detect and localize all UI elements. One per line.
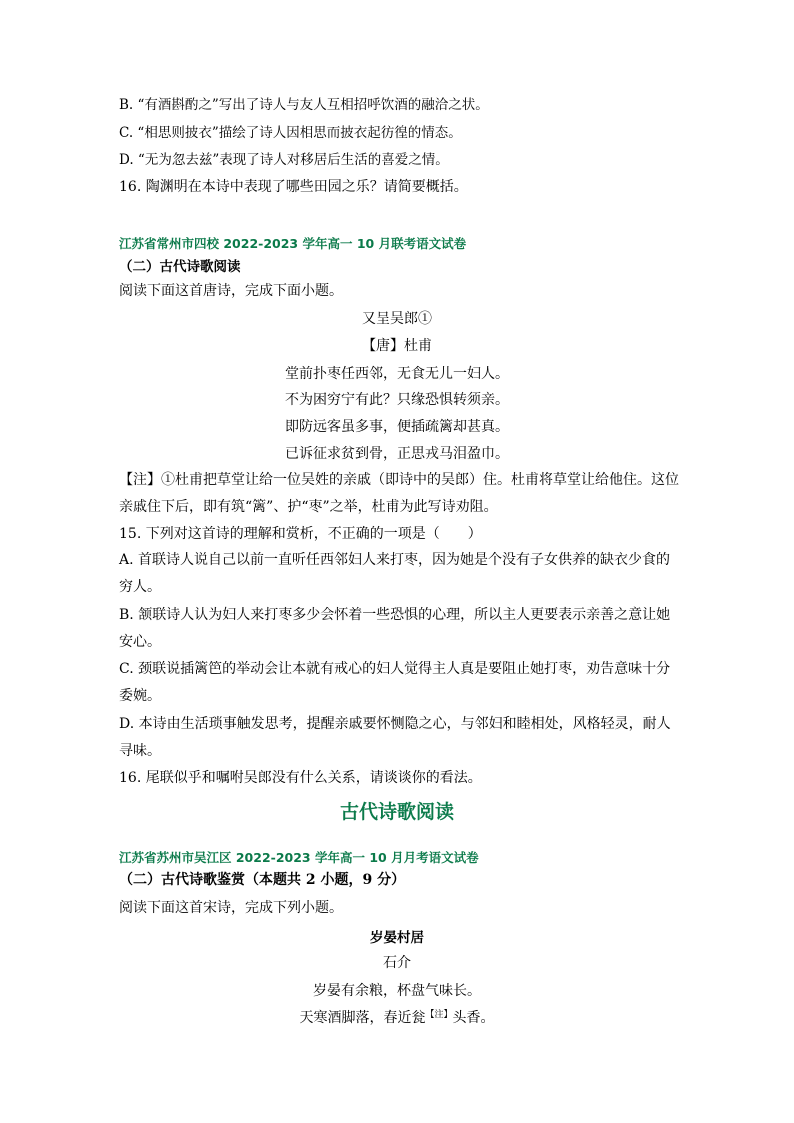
section-title: 古代诗歌阅读 — [339, 801, 454, 823]
footnote-marker: 【注】 — [425, 1010, 453, 1020]
option-b: B. 颔联诗人认为妇人来打枣多少会怀着一些恐惧的心理，所以主人更要表示亲善之意让她 — [119, 607, 671, 623]
instruction: 阅读下面这首唐诗，完成下面小题。 — [119, 283, 343, 299]
poem-author: 石介 — [383, 955, 411, 971]
option-c-cont: 委婉。 — [119, 688, 161, 704]
option-d-cont: 寻味。 — [119, 743, 161, 759]
question-16: 16. 尾联似乎和嘱咐吴郎没有什么关系，请谈谈你的看法。 — [119, 770, 482, 786]
option-c: C. “相思则披衣”描绘了诗人因相思而披衣起彷徨的情态。 — [119, 125, 462, 141]
note-line: 【注】①杜甫把草堂让给一位吴姓的亲戚（即诗中的吴郎）住。杜甫将草堂让给他住。这位 — [119, 472, 679, 488]
poem-title: 又呈吴郎① — [362, 311, 432, 327]
poem-line: 不为困穷宁有此？只缘恐惧转须亲。 — [285, 392, 509, 408]
question-16: 16. 陶渊明在本诗中表现了哪些田园之乐？请简要概括。 — [119, 179, 468, 195]
poem-line — [0, 1007, 794, 1027]
option-a-cont: 穷人。 — [119, 579, 161, 595]
poem-line: 堂前扑枣任西邻，无食无儿一妇人。 — [285, 366, 509, 382]
option-b-cont: 安心。 — [119, 634, 161, 650]
poem-author: 【唐】杜甫 — [362, 338, 432, 354]
option-d: D. “无为忽去兹”表现了诗人对移居后生活的喜爱之情。 — [119, 152, 449, 168]
question-15: 15. 下列对这首诗的理解和赏析，不正确的一项是（ ） — [119, 526, 482, 542]
note-line: 亲戚住下后，即有筑“篱”、护“枣”之举，杜甫为此写诗劝阻。 — [119, 499, 498, 515]
option-c: C. 颈联说插篱笆的举动会让本就有戒心的妇人觉得主人真是要阻止她打枣，劝告意味十分 — [119, 661, 671, 677]
poem-line: 岁晏有余粮，杯盘气味长。 — [313, 983, 481, 999]
option-d: D. 本诗由生活琐事触发思考，提醒亲戚要怀恻隐之心，与邻妇和睦相处，风格轻灵，耐人 — [119, 716, 671, 732]
poem-line-part: 头香。 — [452, 1010, 495, 1026]
section-heading: （二）古代诗歌阅读 — [119, 259, 241, 275]
exam-source: 江苏省常州市四校 2022-2023 学年高一 10 月联考语文试卷 — [119, 236, 467, 251]
poem-line: 即防远客虽多事，便插疏篱却甚真。 — [285, 419, 509, 435]
instruction: 阅读下面这首宋诗，完成下列小题。 — [119, 900, 343, 916]
option-b: B. “有酒斟酌之”写出了诗人与友人互相招呼饮酒的融洽之状。 — [119, 97, 489, 113]
section-heading: （二）古代诗歌鉴赏（本题共 2 小题，9 分） — [119, 872, 406, 888]
poem-line: 已诉征求贫到骨，正思戎马泪盈巾。 — [285, 446, 509, 462]
option-a: A. 首联诗人说自己以前一直听任西邻妇人来打枣，因为她是个没有子女供养的缺衣少食的 — [119, 552, 671, 568]
poem-title: 岁晏村居 — [370, 930, 424, 946]
exam-source: 江苏省苏州市吴江区 2022-2023 学年高一 10 月月考语文试卷 — [119, 850, 479, 865]
poem-line-part: 天寒酒脚落，春近瓮 — [299, 1010, 426, 1026]
